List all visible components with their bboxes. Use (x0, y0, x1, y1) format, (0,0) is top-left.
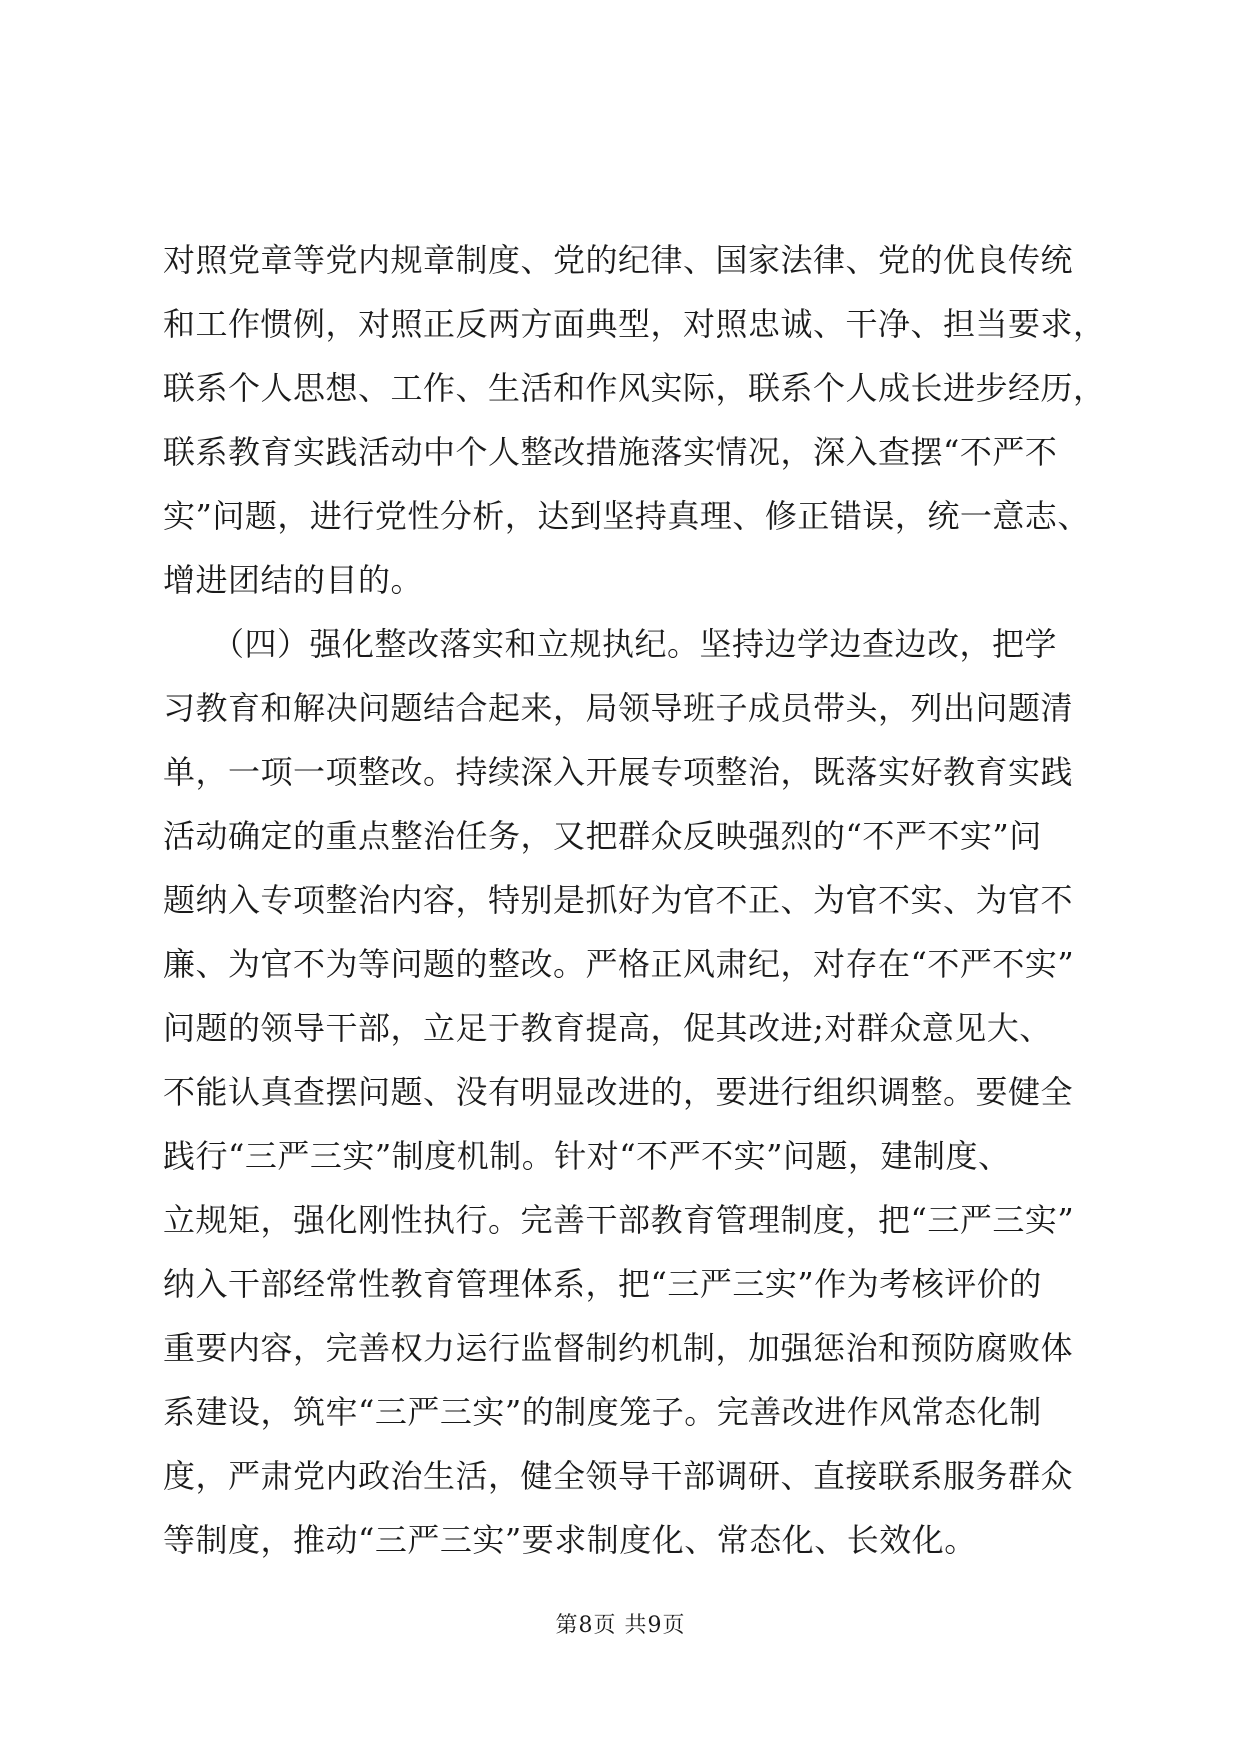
text-line: 践行“三严三实”制度机制。针对“不严不实”问题，建制度、 (163, 1137, 1011, 1175)
text-line: 纳入干部经常性教育管理体系，把“三严三实”作为考核评价的 (163, 1265, 1042, 1303)
text-line: 不能认真查摆问题、没有明显改进的，要进行组织调整。要健全 (163, 1073, 1074, 1111)
text-line: 对照党章等党内规章制度、党的纪律、国家法律、党的优良传统 (163, 241, 1074, 279)
text-line: （四）强化整改落实和立规执纪。坚持边学边查边改，把学 (163, 625, 1058, 663)
text-line: 增进团结的目的。 (163, 561, 424, 599)
text-line: 系建设，筑牢“三严三实”的制度笼子。完善改进作风常态化制 (163, 1393, 1042, 1431)
text-line: 实”问题，进行党性分析，达到坚持真理、修正错误，统一意志、 (163, 497, 1090, 535)
text-line: 度，严肃党内政治生活，健全领导干部调研、直接联系服务群众 (163, 1457, 1074, 1495)
text-line: 立规矩，强化刚性执行。完善干部教育管理制度，把“三严三实” (163, 1201, 1075, 1239)
text-line: 题纳入专项整治内容，特别是抓好为官不正、为官不实、为官不 (163, 881, 1074, 919)
text-line: 活动确定的重点整治任务，又把群众反映强烈的“不严不实”问 (163, 817, 1042, 855)
text-line: 廉、为官不为等问题的整改。严格正风肃纪，对存在“不严不实” (163, 945, 1075, 983)
text-line: 问题的领导干部，立足于教育提高，促其改进;对群众意见大、 (163, 1009, 1052, 1047)
text-line: 习教育和解决问题结合起来，局领导班子成员带头，列出问题清 (163, 689, 1074, 727)
text-line: 和工作惯例，对照正反两方面典型，对照忠诚、干净、担当要求， (163, 305, 1106, 343)
page-number-footer: 第8页 共9页 (555, 1613, 686, 1638)
text-line: 联系教育实践活动中个人整改措施落实情况，深入查摆“不严不 (163, 433, 1058, 471)
text-line: 重要内容，完善权力运行监督制约机制，加强惩治和预防腐败体 (163, 1329, 1074, 1367)
text-line: 单，一项一项整改。持续深入开展专项整治，既落实好教育实践 (163, 753, 1074, 791)
body-text (163, 228, 1106, 1572)
text-line: 联系个人思想、工作、生活和作风实际，联系个人成长进步经历， (163, 369, 1106, 407)
text-line: 等制度，推动“三严三实”要求制度化、常态化、长效化。 (163, 1521, 977, 1559)
